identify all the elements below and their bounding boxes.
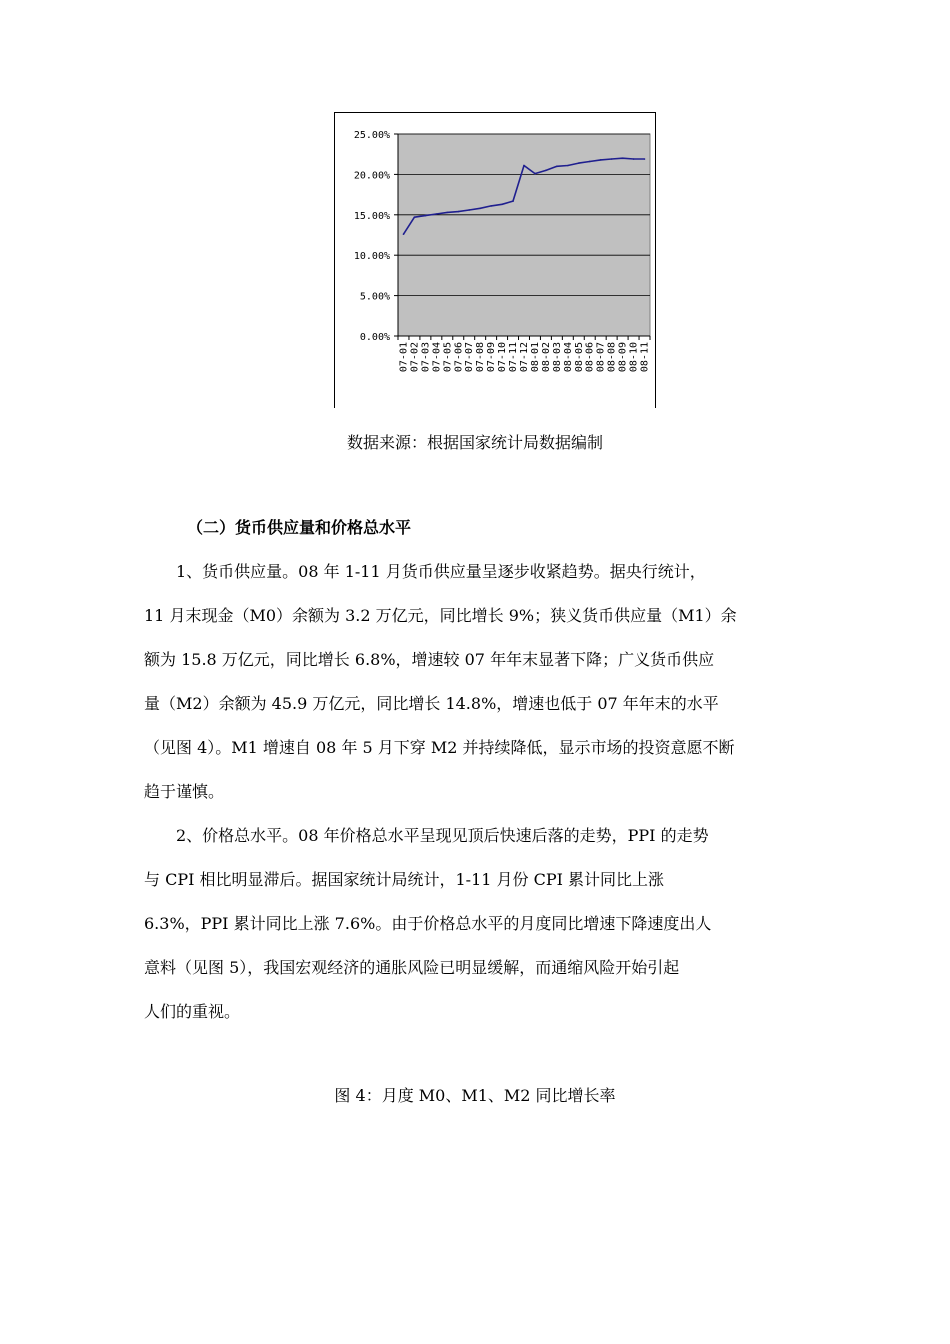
data-point (436, 213, 438, 215)
x-tick-label: 07-04 (431, 342, 443, 373)
y-tick-label: 5.00% (359, 291, 390, 303)
x-tick-label: 07-12 (519, 342, 530, 373)
paragraph-line: 1、货币供应量。08 年 1-11 月货币供应量呈逐步收紧趋势。据央行统计， (144, 562, 706, 581)
paragraph-line: 量（M2）余额为 45.9 万亿元，同比增长 14.8%，增速也低于 07 年年末的水平 (144, 694, 719, 713)
paragraph-line: 与 CPI 相比明显滞后。据国家统计局统计，1-11 月份 CPI 累计同比上涨 (144, 870, 665, 889)
x-tick-label: 08-01 (529, 342, 541, 373)
data-point (622, 157, 624, 159)
data-point (633, 158, 635, 160)
paragraph-line: 人们的重视。 (144, 1002, 241, 1021)
x-tick-label: 07-05 (442, 342, 454, 373)
x-tick-label: 07-09 (486, 342, 498, 373)
x-tick-label: 08-05 (573, 342, 585, 373)
x-tick-label: 08-07 (595, 342, 607, 373)
paragraph-line: （见图 4）。M1 增速自 08 年 5 月下穿 M2 并持续降低，显示市场的投资意愿不断 (144, 738, 735, 757)
x-tick-label: 08-11 (639, 342, 651, 373)
y-tick-label: 20.00% (353, 170, 390, 182)
data-point (523, 165, 525, 167)
paragraph-line: 额为 15.8 万亿元，同比增长 6.8%，增速较 07 年年末显著下降；广义货币供应 (144, 650, 715, 669)
x-tick-label: 08-10 (628, 342, 640, 373)
data-source-caption: 数据来源：根据国家统计局数据编制 (346, 433, 603, 452)
price-level-paragraph (144, 814, 828, 1034)
x-tick-label: 08-04 (562, 342, 574, 373)
data-point (425, 215, 427, 217)
y-tick-label: 15.00% (353, 210, 390, 222)
paragraph-line: 2、价格总水平。08 年价格总水平呈现见顶后快速后落的走势，PPI 的走势 (144, 826, 709, 845)
x-tick-label: 07-03 (420, 342, 432, 373)
data-point (490, 205, 492, 207)
x-tick-label: 07-11 (508, 342, 520, 373)
y-tick-label: 10.00% (353, 251, 390, 263)
data-point (414, 216, 416, 218)
x-tick-label: 07-08 (475, 342, 487, 373)
paragraph-line: 11 月末现金（M0）余额为 3.2 万亿元，同比增长 9%；狭义货币供应量（M1）余 (144, 606, 737, 625)
x-tick-label: 08-09 (617, 342, 629, 373)
y-tick-label: 25.00% (353, 130, 390, 141)
figure-4-caption: 图 4：月度 M0、M1、M2 同比增长率 (334, 1086, 616, 1105)
data-point (512, 200, 514, 202)
x-tick-label: 07-02 (409, 342, 421, 373)
data-point (447, 212, 449, 214)
data-point (457, 211, 459, 213)
x-tick-label: 07-10 (497, 342, 509, 373)
data-point (534, 173, 536, 175)
growth-rate-line-chart (334, 112, 656, 408)
paragraph-line: 意料（见图 5），我国宏观经济的通胀风险已明显缓解，而通缩风险开始引起 (144, 958, 680, 977)
paragraph-line: 趋于谨慎。 (144, 782, 225, 801)
data-point (545, 170, 547, 172)
data-point (589, 161, 591, 163)
x-tick-label: 08-02 (540, 342, 552, 373)
data-point (501, 203, 503, 205)
data-point (468, 209, 470, 211)
data-point (600, 159, 602, 161)
data-point (611, 158, 613, 160)
plot-area (398, 134, 650, 336)
x-tick-label: 07-06 (453, 342, 465, 373)
x-tick-label: 08-03 (551, 342, 563, 373)
x-tick-label: 08-06 (584, 342, 596, 373)
data-point (644, 158, 646, 160)
data-point (578, 162, 580, 164)
y-tick-label: 0.00% (359, 332, 390, 343)
section-heading: （二）货币供应量和价格总水平 (187, 518, 412, 537)
data-point (479, 208, 481, 210)
chart-svg (334, 112, 656, 408)
money-supply-paragraph (144, 550, 828, 814)
x-tick-label: 07-01 (398, 342, 410, 373)
data-point (556, 166, 558, 168)
data-point (403, 233, 405, 235)
x-tick-label: 08-08 (606, 342, 618, 373)
data-point (567, 165, 569, 167)
paragraph-line: 6.3%，PPI 累计同比上涨 7.6%。由于价格总水平的月度同比增速下降速度出人 (144, 914, 712, 933)
x-tick-label: 07-07 (464, 342, 476, 373)
